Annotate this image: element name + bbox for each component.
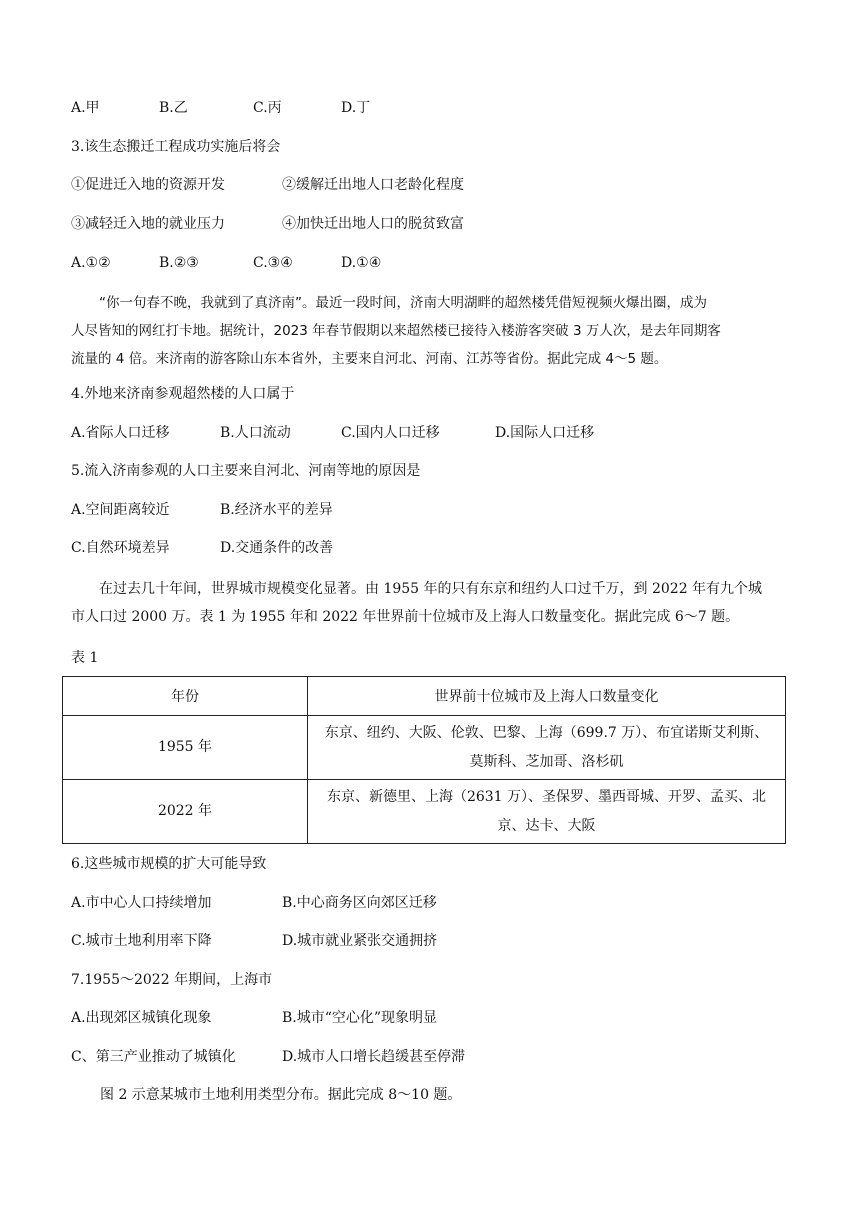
q7-options-row1: [71, 1008, 437, 1028]
q2-option-d: D.丁: [341, 100, 371, 116]
q2-option-b: B.乙: [159, 100, 188, 116]
passage-cities-line1: 在过去几十年间，世界城市规模变化显著。由 1955 年的只有东京和纽约人口过千万，到 2022 年有九个城: [99, 581, 763, 597]
q3-item-2: ②缓解迁出地人口老龄化程度: [282, 177, 464, 193]
passage-jinan-line3: 流量的 4 倍。来济南的游客除山东本省外，主要来自河北、河南、江苏等省份。据此完成 4～5 题。: [71, 351, 668, 367]
table-row: [63, 780, 786, 844]
q2-option-a: A.甲: [71, 100, 100, 116]
q6-options-row2: [71, 931, 437, 951]
q6-options-row1: [71, 893, 437, 913]
q3-option-d: D.①④: [341, 255, 382, 271]
q4-options: [71, 423, 594, 443]
table-cell-cities: [308, 780, 786, 844]
q6-option-a: A.市中心人口持续增加: [71, 895, 212, 911]
q2-options: [71, 98, 370, 118]
q4-stem: 4.外地来济南参观超然楼的人口属于: [71, 386, 295, 402]
passage-jinan-line1: “你一句春不晚，我就到了真济南”。最近一段时间，济南大明湖畔的超然楼凭借短视频火爆出圈，成为: [99, 295, 707, 311]
q7-option-c: C、第三产业推动了城镇化: [71, 1049, 236, 1065]
q5-option-a: A.空间距离较近: [71, 502, 170, 518]
q4-option-b: B.人口流动: [220, 425, 291, 441]
q5-stem: 5.流入济南参观的人口主要来自河北、河南等地的原因是: [71, 463, 421, 479]
passage-jinan-line2: 人尽皆知的网红打卡地。据统计，2023 年春节假期以来超然楼已接待入楼游客突破 3 万人次，是去年同期客: [71, 323, 721, 339]
q7-option-a: A.出现郊区城镇化现象: [71, 1010, 212, 1026]
q3-option-a: A.①②: [71, 255, 111, 271]
table-caption: 表 1: [71, 650, 99, 666]
q6-option-b: B.中心商务区向郊区迁移: [282, 895, 437, 911]
q5-option-c: C.自然环境差异: [71, 540, 170, 556]
q3-option-b: B.②③: [159, 255, 199, 271]
q7-option-d: D.城市人口增长趋缓甚至停滞: [282, 1049, 466, 1065]
q3-items-row1: [71, 175, 464, 195]
q3-items-row2: [71, 214, 464, 234]
passage-figure2: 图 2 示意某城市土地利用类型分布。据此完成 8～10 题。: [100, 1087, 462, 1103]
q3-item-1: ①促进迁入地的资源开发: [71, 177, 225, 193]
table-header-row: [63, 677, 786, 716]
q4-option-a: A.省际人口迁移: [71, 425, 170, 441]
passage-jinan: [71, 289, 791, 373]
q4-option-c: C.国内人口迁移: [341, 425, 440, 441]
table-cell-line: 京、达卡、大阪: [497, 817, 596, 834]
q5-options-row1: [71, 500, 333, 520]
population-table: [62, 676, 786, 844]
q7-stem: 7.1955～2022 年期间，上海市: [71, 972, 273, 988]
q2-option-c: C.丙: [253, 100, 282, 116]
table-header-year: 年份: [63, 677, 308, 716]
q7-option-b: B.城市“空心化”现象明显: [282, 1010, 438, 1026]
q5-option-b: B.经济水平的差异: [220, 502, 333, 518]
q3-options: [71, 253, 381, 273]
table-cell-line: 莫斯科、芝加哥、洛杉矶: [469, 753, 624, 770]
q3-option-c: C.③④: [253, 255, 293, 271]
q3-stem: 3.该生态搬迁工程成功实施后将会: [71, 139, 281, 155]
q5-options-row2: [71, 538, 333, 558]
table-cell-line: 东京、新德里、上海（2631 万）、圣保罗、墨西哥城、开罗、孟买、北: [326, 788, 767, 805]
q6-option-d: D.城市就业紧张交通拥挤: [282, 933, 438, 949]
table-header-cities: 世界前十位城市及上海人口数量变化: [308, 677, 786, 716]
table-cell-line: 东京、纽约、大阪、伦敦、巴黎、上海（699.7 万）、布宜诺斯艾利斯、: [324, 724, 769, 741]
table-cell-year: 1955 年: [63, 716, 308, 780]
table-row: [63, 716, 786, 780]
passage-cities: [71, 575, 791, 631]
q5-option-d: D.交通条件的改善: [220, 540, 334, 556]
table-cell-cities: [308, 716, 786, 780]
q6-option-c: C.城市土地利用率下降: [71, 933, 212, 949]
passage-cities-line2: 市人口过 2000 万。表 1 为 1955 年和 2022 年世界前十位城市及上海人口数量变化。据此完成 6～7 题。: [71, 609, 740, 625]
q6-stem: 6.这些城市规模的扩大可能导致: [71, 856, 267, 872]
q3-item-3: ③减轻迁入地的就业压力: [71, 216, 225, 232]
q4-option-d: D.国际人口迁移: [495, 425, 595, 441]
table-cell-year: 2022 年: [63, 780, 308, 844]
q3-item-4: ④加快迁出地人口的脱贫致富: [282, 216, 464, 232]
q7-options-row2: [71, 1047, 465, 1067]
